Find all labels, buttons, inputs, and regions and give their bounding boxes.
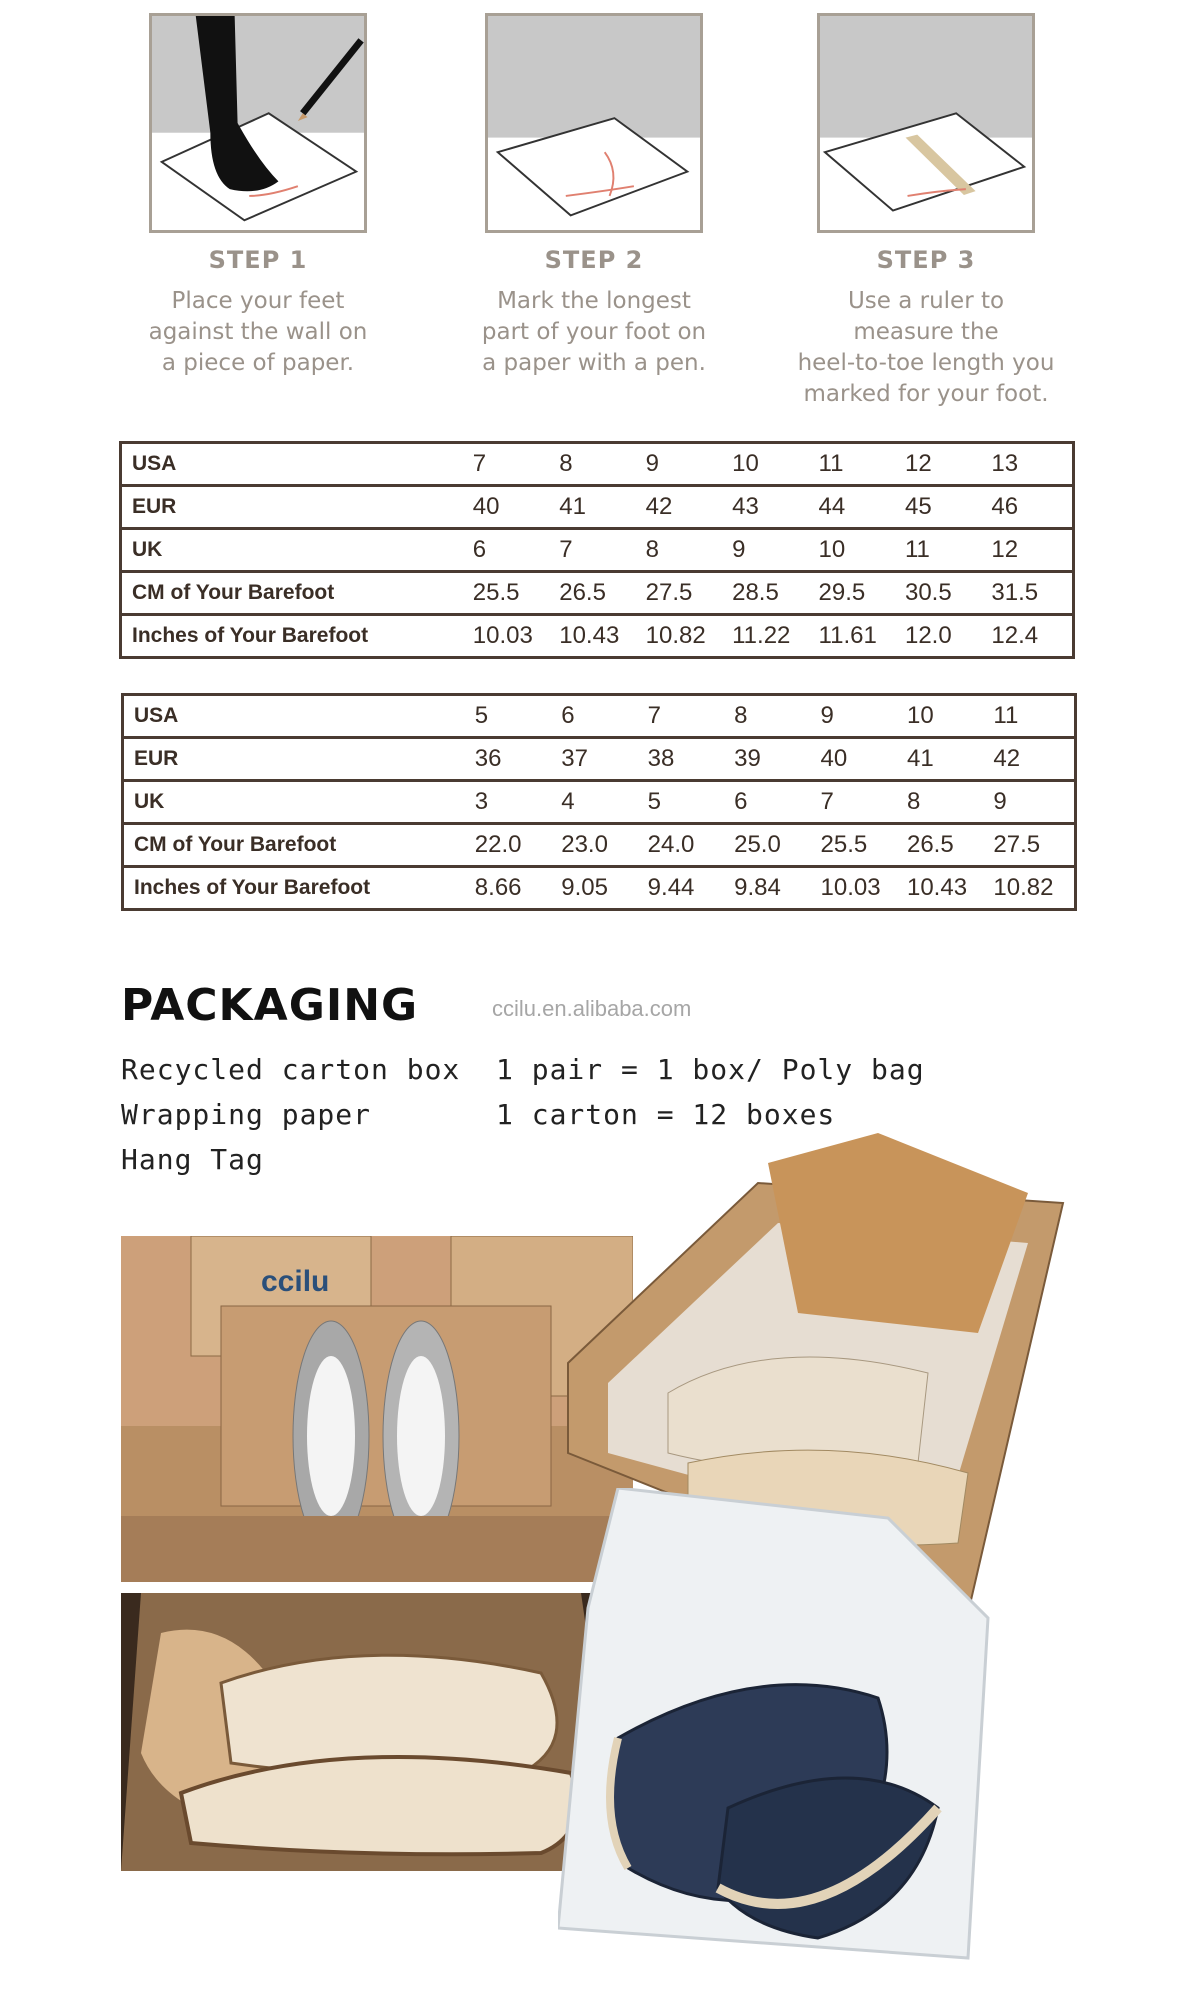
table-cell: 10.82 [640, 615, 726, 658]
table-cell: 10.03 [467, 615, 553, 658]
row-label: CM of Your Barefoot [123, 824, 469, 867]
table-cell: 45 [899, 486, 985, 529]
table-cell: 8 [640, 529, 726, 572]
row-label: USA [123, 695, 469, 738]
table-cell: 29.5 [813, 572, 899, 615]
table-cell: 12.4 [985, 615, 1073, 658]
table-cell: 8 [901, 781, 987, 824]
row-label: USA [121, 443, 467, 486]
table-cell: 9 [987, 781, 1075, 824]
table-row [121, 615, 1074, 658]
table-cell: 22.0 [469, 824, 555, 867]
table-cell: 40 [467, 486, 553, 529]
photo-poly-bag-drawing [558, 1488, 1000, 1966]
table-cell: 27.5 [987, 824, 1075, 867]
step-1-illustration [149, 13, 367, 233]
row-label: EUR [121, 486, 467, 529]
row-label: Inches of Your Barefoot [123, 867, 469, 910]
table-cell: 5 [469, 695, 555, 738]
table-cell: 13 [985, 443, 1073, 486]
table-cell: 12 [899, 443, 985, 486]
table-cell: 39 [728, 738, 814, 781]
table-cell: 11.22 [726, 615, 812, 658]
table-cell: 12 [985, 529, 1073, 572]
packaging-item: Hang Tag [121, 1143, 264, 1176]
table-cell: 6 [728, 781, 814, 824]
table-cell: 6 [467, 529, 553, 572]
step-2-illustration [485, 13, 703, 233]
table-cell: 8 [553, 443, 639, 486]
table-cell: 10 [813, 529, 899, 572]
table-cell: 9.05 [555, 867, 641, 910]
table-cell: 11.61 [813, 615, 899, 658]
table-cell: 43 [726, 486, 812, 529]
table-cell: 9.84 [728, 867, 814, 910]
table-row [121, 529, 1074, 572]
table-cell: 42 [640, 486, 726, 529]
table-cell: 8 [728, 695, 814, 738]
table-row [123, 738, 1076, 781]
table-cell: 42 [987, 738, 1075, 781]
table-cell: 10 [726, 443, 812, 486]
table-cell: 9 [640, 443, 726, 486]
table-cell: 25.5 [467, 572, 553, 615]
size-table-women [121, 693, 1077, 911]
packaging-item: Recycled carton box [121, 1053, 461, 1086]
step-2-drawing [488, 16, 700, 230]
step-3-description: Use a ruler to measure the heel-to-toe length you marked for your foot. [797, 288, 1055, 407]
table-cell: 7 [815, 781, 901, 824]
table-cell: 27.5 [640, 572, 726, 615]
table-cell: 8.66 [469, 867, 555, 910]
step-3-illustration [817, 13, 1035, 233]
table-cell: 30.5 [899, 572, 985, 615]
table-cell: 23.0 [555, 824, 641, 867]
table-cell: 31.5 [985, 572, 1073, 615]
table-cell: 38 [642, 738, 728, 781]
table-cell: 25.0 [728, 824, 814, 867]
table-cell: 7 [642, 695, 728, 738]
packaging-item: Wrapping paper [121, 1098, 372, 1131]
row-label: Inches of Your Barefoot [121, 615, 467, 658]
table-cell: 10.82 [987, 867, 1075, 910]
size-table-men [119, 441, 1075, 659]
table-cell: 41 [901, 738, 987, 781]
table-cell: 12.0 [899, 615, 985, 658]
site-watermark: ccilu.en.alibaba.com [492, 996, 692, 1021]
table-row [123, 695, 1076, 738]
packaging-spec: 1 carton = 12 boxes [496, 1098, 836, 1131]
table-row [121, 572, 1074, 615]
step-1-title: STEP 1 [208, 246, 308, 274]
step-1-description: Place your feet against the wall on a piece of paper. [148, 288, 368, 376]
row-label: CM of Your Barefoot [121, 572, 467, 615]
brand-logo-text: ccilu [261, 1265, 330, 1298]
table-cell: 6 [555, 695, 641, 738]
step-2-description: Mark the longest part of your foot on a paper with a pen. [481, 288, 707, 376]
table-cell: 26.5 [553, 572, 639, 615]
table-cell: 7 [467, 443, 553, 486]
table-cell: 9 [815, 695, 901, 738]
row-label: UK [121, 529, 467, 572]
table-cell: 7 [553, 529, 639, 572]
packaging-spec: 1 pair = 1 box/ Poly bag [496, 1053, 925, 1086]
table-cell: 10.43 [901, 867, 987, 910]
packaging-title: PACKAGING [121, 980, 419, 1031]
table-cell: 24.0 [642, 824, 728, 867]
step-3-title: STEP 3 [876, 246, 976, 274]
table-cell: 11 [813, 443, 899, 486]
table-cell: 9 [726, 529, 812, 572]
table-cell: 5 [642, 781, 728, 824]
table-cell: 3 [469, 781, 555, 824]
table-cell: 25.5 [815, 824, 901, 867]
table-cell: 9.44 [642, 867, 728, 910]
table-cell: 28.5 [726, 572, 812, 615]
table-row [121, 486, 1074, 529]
table-cell: 26.5 [901, 824, 987, 867]
row-label: EUR [123, 738, 469, 781]
table-cell: 40 [815, 738, 901, 781]
table-row [121, 443, 1074, 486]
table-row [123, 867, 1076, 910]
photo-navy-shoes-poly-bag [558, 1488, 1000, 1966]
table-cell: 37 [555, 738, 641, 781]
table-cell: 11 [899, 529, 985, 572]
table-cell: 11 [987, 695, 1075, 738]
table-cell: 10.43 [553, 615, 639, 658]
step-2-title: STEP 2 [544, 246, 644, 274]
table-row [123, 824, 1076, 867]
step-3-drawing [820, 16, 1032, 230]
row-label: UK [123, 781, 469, 824]
table-cell: 41 [553, 486, 639, 529]
table-row [123, 781, 1076, 824]
table-cell: 36 [469, 738, 555, 781]
table-cell: 4 [555, 781, 641, 824]
table-cell: 10 [901, 695, 987, 738]
table-cell: 46 [985, 486, 1073, 529]
table-cell: 10.03 [815, 867, 901, 910]
table-cell: 44 [813, 486, 899, 529]
step-1-drawing [152, 16, 364, 230]
